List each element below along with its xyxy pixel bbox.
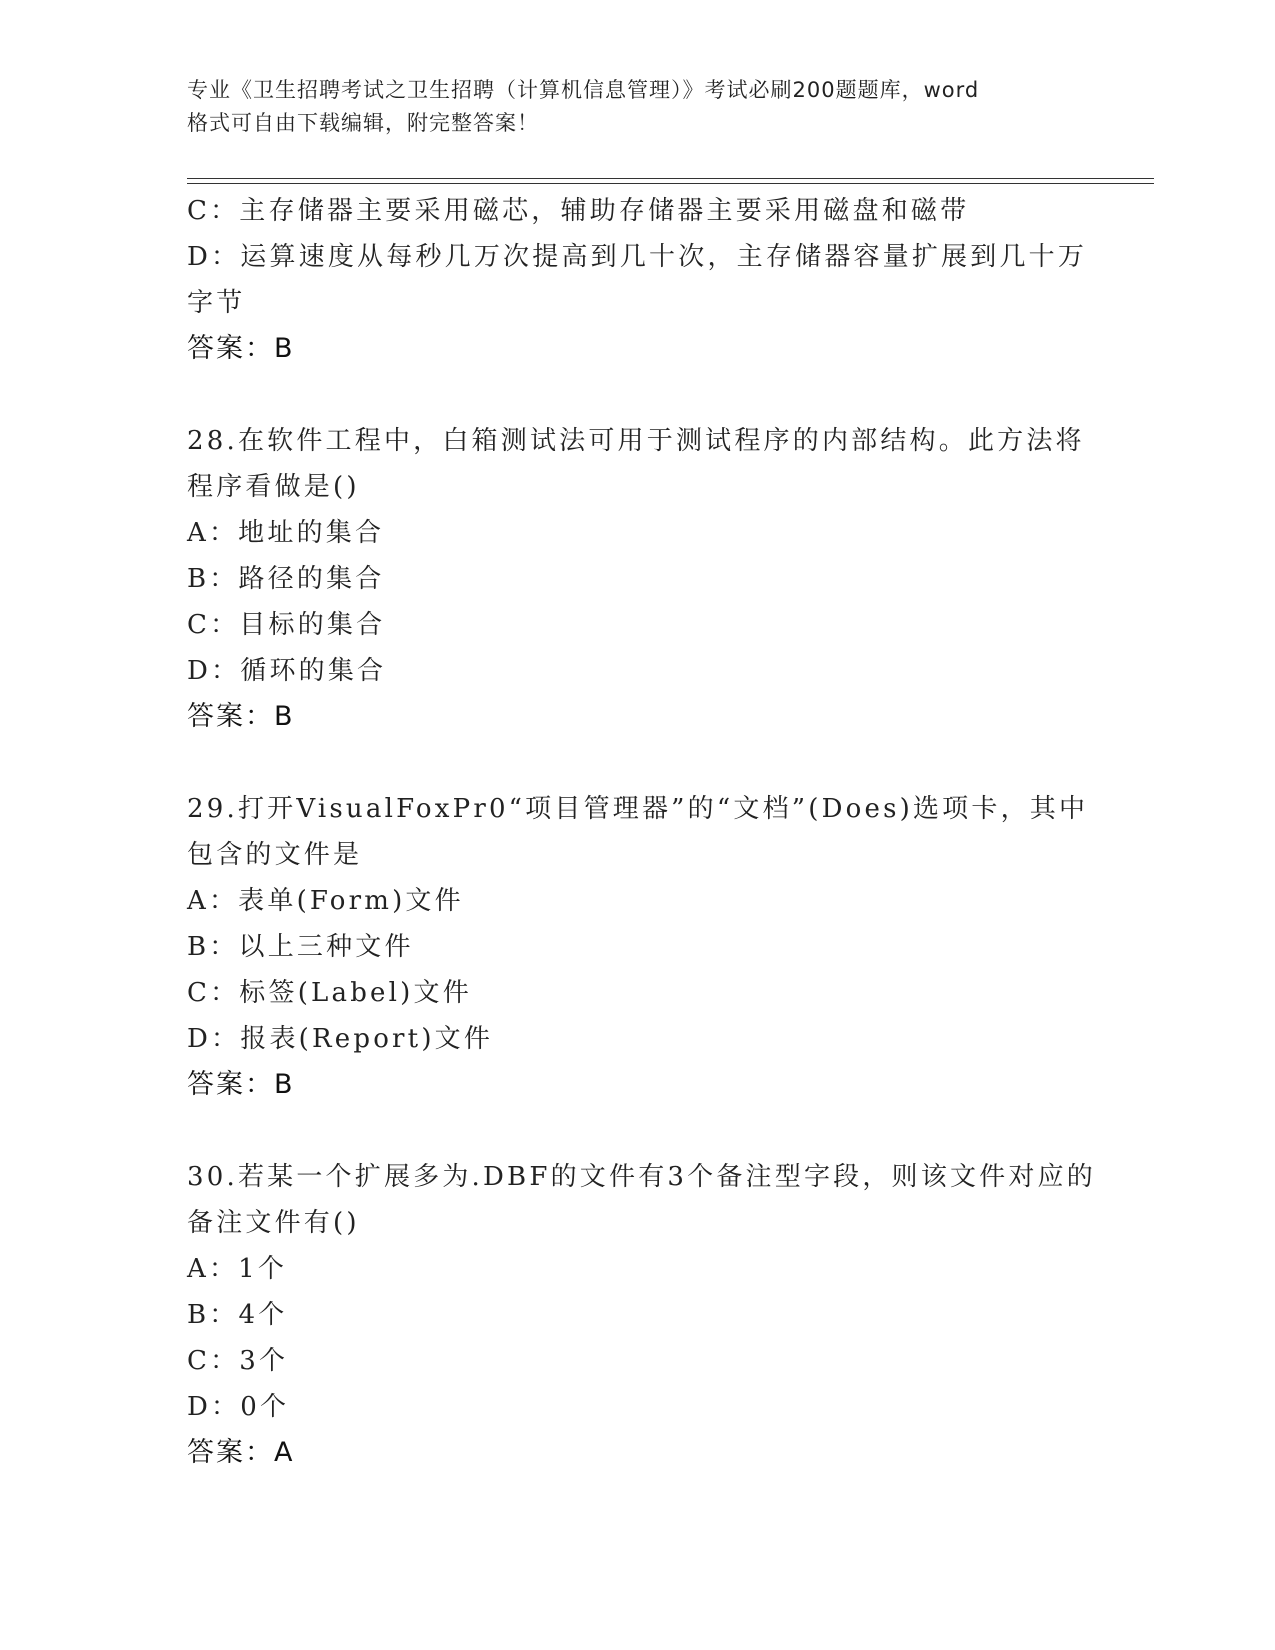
question-29-option-a: A：表单(Form)文件	[187, 886, 464, 916]
question-30-option-a: A：1个	[187, 1254, 288, 1284]
question-30-stem-line-1: 30.若某一个扩展多为.DBF的文件有3个备注型字段，则该文件对应的	[187, 1162, 1096, 1192]
question-28-option-a: A：地址的集合	[187, 518, 385, 548]
prev-option-d-line-2: 字节	[187, 288, 246, 318]
question-30-stem-line-2: 备注文件有()	[187, 1208, 360, 1238]
question-28-option-c: C：目标的集合	[187, 610, 386, 640]
question-30-option-c: C：3个	[187, 1346, 289, 1376]
document-header	[187, 74, 1087, 140]
header-divider-top	[187, 178, 1154, 179]
question-29-stem-line-2: 包含的文件是	[187, 840, 363, 870]
question-28-option-d: D：循环的集合	[187, 656, 387, 686]
question-list	[187, 188, 1096, 1476]
question-29-answer: 答案：B	[187, 1069, 295, 1100]
prev-answer: 答案：B	[187, 333, 295, 364]
question-28-option-b: B：路径的集合	[187, 564, 385, 594]
question-28-answer: 答案：B	[187, 701, 295, 732]
question-30-option-d: D：0个	[187, 1392, 290, 1422]
question-29-option-d: D：报表(Report)文件	[187, 1024, 494, 1054]
question-28-stem-line-1: 28.在软件工程中，白箱测试法可用于测试程序的内部结构。此方法将	[187, 426, 1085, 456]
header-line-1: 专业《卫生招聘考试之卫生招聘（计算机信息管理）》考试必刷200题题库，word	[187, 78, 980, 102]
question-28-stem-line-2: 程序看做是()	[187, 472, 360, 502]
question-29-option-b: B：以上三种文件	[187, 932, 414, 962]
header-divider-bottom	[187, 183, 1154, 184]
question-30-option-b: B：4个	[187, 1300, 288, 1330]
prev-option-d-line-1: D：运算速度从每秒几万次提高到几十次，主存储器容量扩展到几十万	[187, 242, 1088, 272]
header-line-2: 格式可自由下载编辑，附完整答案！	[187, 111, 539, 135]
question-29-stem-line-1: 29.打开VisualFoxPr0“项目管理器”的“文档”(Does)选项卡，其中	[187, 794, 1089, 824]
question-30-answer: 答案：A	[187, 1437, 295, 1468]
prev-option-c: C：主存储器主要采用磁芯，辅助存储器主要采用磁盘和磁带	[187, 196, 970, 226]
question-29-option-c: C：标签(Label)文件	[187, 978, 472, 1008]
